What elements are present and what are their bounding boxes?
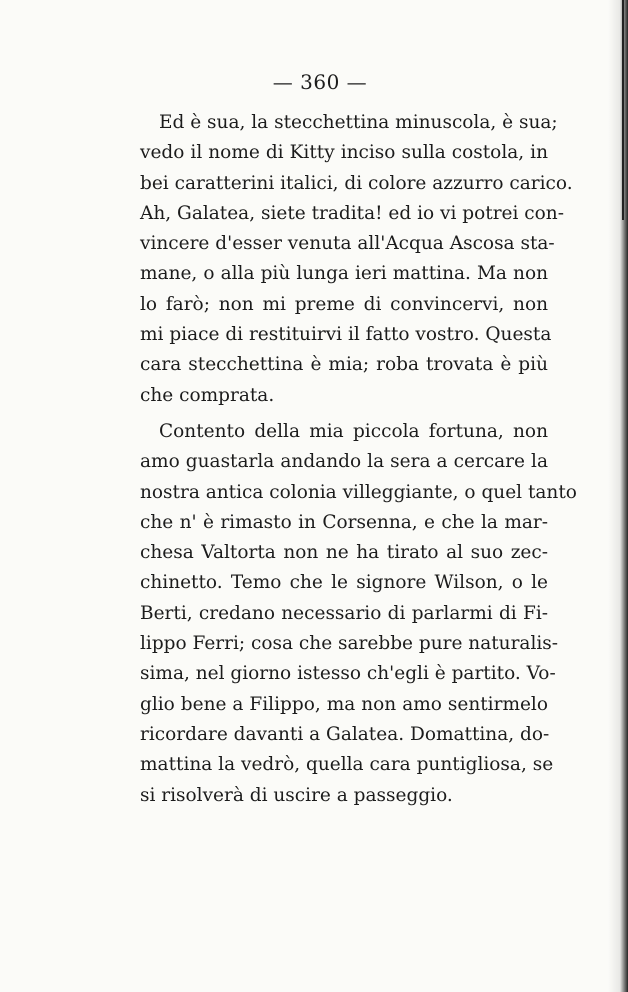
text-line: chinetto. Temo che le signore Wilson, o le [140, 572, 548, 594]
text-line: cara stecchettina è mia; roba trovata è più [140, 354, 548, 376]
text-line: che n' è rimasto in Corsenna, e che la mar- [140, 511, 548, 533]
text-line: sima, nel giorno istesso ch'egli è partito. Vo- [140, 663, 556, 685]
page-edge-shadow [608, 0, 628, 992]
text-line: glio bene a Filippo, ma non amo sentirmelo [140, 693, 548, 715]
text-line: Ah, Galatea, siete tradita! ed io vi potrei con- [140, 202, 564, 224]
text-line: vincere d'esser venuta all'Acqua Ascosa sta- [140, 233, 555, 255]
text-line: Berti, credano necessario di parlarmi di Fi- [140, 602, 548, 624]
text-line: che comprata. [140, 384, 275, 406]
text-line: chesa Valtorta non ne ha tirato al suo zec- [140, 542, 548, 564]
paragraph [140, 108, 573, 411]
text-line: mattina la vedrò, quella cara puntigliosa, se [140, 754, 554, 776]
text-line: ricordare davanti a Galatea. Domattina, do- [140, 723, 550, 745]
text-line: bei caratterini italici, di colore azzurro carico. [140, 172, 573, 194]
text-line: mi piace di restituirvi il fatto vostro. Questa [140, 324, 552, 346]
text-line: Contento della mia piccola fortuna, non [159, 420, 548, 442]
body-text [140, 108, 577, 811]
text-line: vedo il nome di Kitty inciso sulla costola, in [140, 142, 548, 164]
text-line: mane, o alla più lunga ieri mattina. Ma non [140, 263, 548, 285]
text-line: amo guastarla andando la sera a cercare la [140, 451, 548, 473]
text-line: nostra antica colonia villeggiante, o quel tanto [140, 481, 577, 503]
paragraph [140, 417, 577, 811]
text-line: lippo Ferri; cosa che sarebbe pure naturalis- [140, 633, 559, 655]
text-line: lo farò; non mi preme di convincervi, non [140, 293, 548, 315]
text-line: si risolverà di uscire a passeggio. [140, 784, 453, 806]
page-number: — 360 — [272, 70, 368, 94]
page-edge-line [622, 0, 624, 220]
text-line: Ed è sua, la stecchettina minuscola, è sua; [159, 112, 558, 133]
